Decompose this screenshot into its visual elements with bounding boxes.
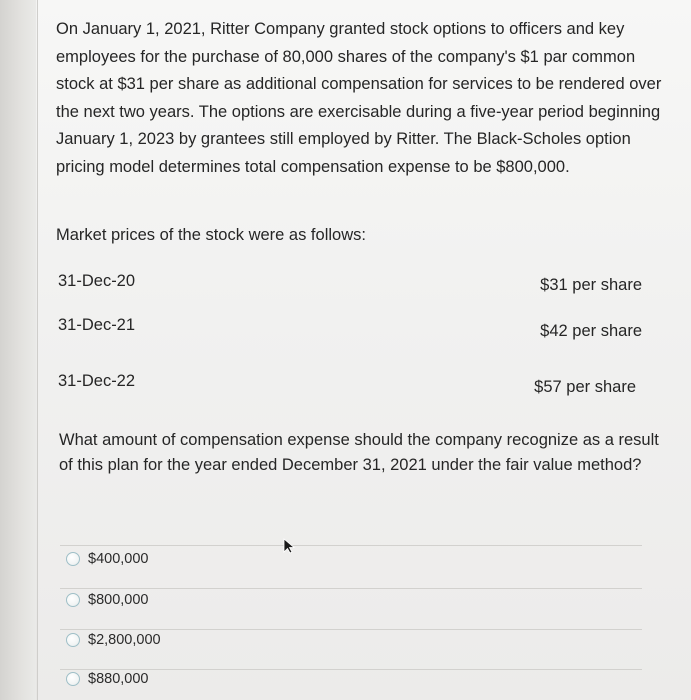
price-value: $57 per share — [534, 378, 636, 396]
answer-option-label: $880,000 — [88, 671, 149, 687]
price-value: $42 per share — [540, 322, 642, 340]
answer-option-4[interactable] — [66, 668, 148, 690]
price-row — [58, 272, 642, 298]
question-prompt: What amount of compensation expense should the company recognize as a result of this plan for the year ended December 31, 2021 under the fair value method? — [59, 431, 659, 474]
radio-button-icon[interactable] — [66, 593, 80, 607]
question-text: On January 1, 2021, Ritter Company granted stock options to officers and key employees for the purchase of 80,000 shares of the company's $1 par common stock at $31 per share as additional compensation for services to be rendered over the next two years. The options are exercisable during a five-year period beginning January 1, 2023 by grantees still employed by Ritter. The Black-Scholes option pricing model determines total compensation expense to be $800,000. — [56, 20, 662, 176]
price-date: 31-Dec-21 — [58, 316, 136, 334]
answer-option-1[interactable] — [66, 548, 148, 570]
radio-button-icon[interactable] — [66, 633, 80, 647]
radio-button-icon[interactable] — [66, 672, 80, 686]
mouse-pointer-icon — [282, 538, 296, 554]
answer-option-2[interactable] — [66, 589, 148, 611]
page-left-margin — [0, 0, 36, 700]
price-row — [58, 372, 642, 398]
price-row — [58, 316, 642, 342]
answer-option-label: $2,800,000 — [88, 632, 161, 648]
answer-option-label: $400,000 — [88, 551, 149, 567]
option-divider — [60, 545, 642, 546]
price-date: 31-Dec-22 — [58, 372, 136, 390]
price-date: 31-Dec-20 — [58, 272, 136, 290]
answer-option-label: $800,000 — [88, 592, 149, 608]
radio-button-icon[interactable] — [66, 552, 80, 566]
answer-option-3[interactable] — [66, 629, 161, 651]
question-card — [37, 0, 691, 700]
price-value: $31 per share — [540, 276, 642, 294]
market-prices-intro: Market prices of the stock were as follows: — [56, 226, 366, 244]
